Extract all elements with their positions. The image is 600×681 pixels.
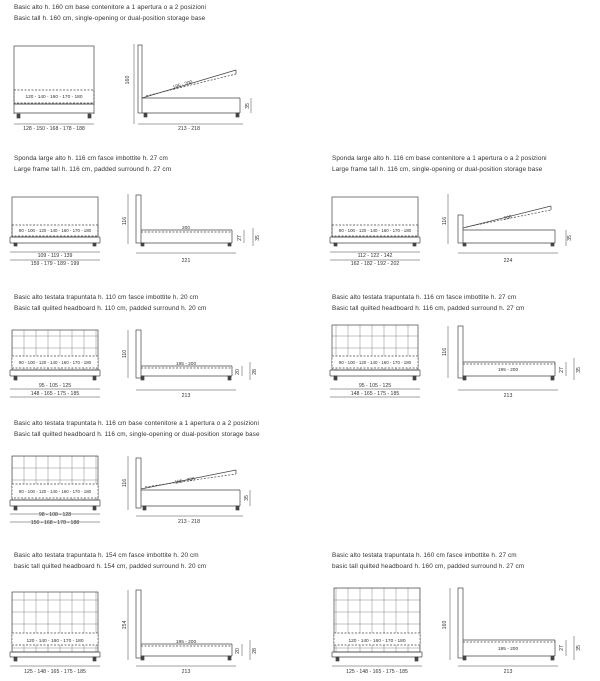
section-5-front-view: [330, 325, 420, 397]
section-3-front-view: [330, 197, 420, 267]
caption-english: basic tall quilted headboard h. 154 cm, padded surround h. 20 cm: [14, 563, 207, 570]
front-width-dims: 125 - 148 - 165 - 175 - 185: [24, 669, 86, 675]
side-inner-dims: 195 - 200: [497, 647, 519, 652]
side-length: 213 - 218: [178, 126, 200, 132]
side-height: 116: [122, 216, 128, 226]
caption-italian: Basic alto testata trapuntata h. 116 cm base contenitore a 1 apertura o a 2 posizioni: [14, 420, 259, 427]
front-width-dims-b: 162 - 182 - 192 - 202: [350, 261, 400, 267]
front-width-dims-b: 150 - 168 - 178 - 188: [30, 520, 80, 526]
section-7-side-view: [122, 590, 258, 675]
caption-english: basic tall quilted headboard h. 160 cm, padded surround h. 27 cm: [332, 563, 525, 570]
side-base-height: 35: [576, 645, 582, 651]
side-length: 213 - 218: [178, 519, 200, 525]
section-6-side-view: [122, 456, 250, 525]
caption-english: Basic tall quilted headboard h. 116 cm, padded surround h. 27 cm: [332, 305, 525, 312]
side-band-height: 27: [237, 235, 243, 241]
side-base-height: 35: [255, 235, 261, 241]
side-band-height: 27: [559, 367, 565, 373]
side-height: 116: [442, 347, 448, 357]
side-inner-dims: 195 - 200: [175, 362, 197, 367]
caption-english: Large frame tall h. 116 cm, padded surround h. 27 cm: [14, 166, 172, 173]
side-diag-dims: 200: [503, 215, 513, 222]
side-height: 116: [442, 216, 448, 226]
side-base-height: 35: [244, 495, 250, 501]
side-base-height: 35: [567, 235, 573, 241]
front-width-dims-a: 98 - 108 - 128: [38, 512, 72, 518]
caption-italian: Sponda large alto h. 116 cm base contenitore a 1 apertura o a 2 posizioni: [332, 155, 547, 162]
side-length: 213: [503, 669, 513, 675]
section-5-side-view: [442, 326, 582, 399]
front-inner-dims: 90 - 100 - 120 - 140 - 160 - 170 - 180: [338, 228, 412, 233]
side-band-height: 20: [235, 369, 241, 375]
section-8-front-view: [332, 588, 422, 675]
side-length: 213: [503, 393, 513, 399]
side-length: 224: [503, 258, 513, 264]
side-diag-dims: 195 - 200: [172, 80, 194, 91]
caption-italian: Sponda large alto h. 116 cm fasce imbottite h. 27 cm: [14, 155, 168, 162]
caption-english: Basic tall quilted headboard h. 110 cm, padded surround h. 20 cm: [14, 305, 207, 312]
front-inner-dims: 120 - 140 - 160 - 170 - 180: [26, 639, 84, 644]
section-1-front-view: [14, 46, 94, 132]
front-width-dims: 125 - 148 - 165 - 175 - 185: [346, 669, 408, 675]
side-length: 213: [181, 393, 191, 399]
front-width-dims: 128 - 150 - 168 - 178 - 188: [23, 126, 85, 132]
front-width-dims-a: 112 - 122 - 142: [357, 253, 393, 259]
section-2-side-view: [122, 194, 261, 264]
caption-english: Basic tall h. 160 cm, single-opening or dual-position storage base: [14, 15, 206, 22]
section-1-side-view: [125, 44, 251, 132]
section-3-side-view: [442, 194, 573, 264]
side-base-height: 28: [252, 648, 258, 654]
caption-italian: Basic alto testata trapuntata h. 154 cm fasce imbottite h. 20 cm: [14, 552, 199, 559]
front-width-dims-b: 159 - 179 - 189 - 199: [30, 261, 80, 267]
caption-italian: Basic alto testata trapuntata h. 110 cm fasce imbottite h. 20 cm: [14, 294, 199, 301]
front-inner-dims: 90 - 100 - 120 - 140 - 160 - 170 - 180: [18, 228, 92, 233]
front-inner-dims: 90 - 100 - 120 - 140 - 160 - 170 - 180: [18, 360, 92, 365]
side-inner-dims: 195 - 200: [175, 640, 197, 645]
side-height: 154: [122, 620, 128, 630]
caption-italian: Basic alto testata trapuntata h. 160 cm fasce imbottite h. 27 cm: [332, 552, 517, 559]
front-width-dims-b: 148 - 165 - 175 - 185: [30, 391, 80, 397]
side-height: 160: [442, 620, 448, 630]
caption-english: Basic tall quilted headboard h. 116 cm, single-opening or dual-position storage base: [14, 431, 260, 438]
section-4-front-view: [10, 330, 100, 397]
side-band-height: 27: [559, 645, 565, 651]
caption-english: Large frame tall h. 116 cm, single-opening or dual-position storage base: [332, 166, 543, 173]
front-width-dims-a: 109 - 119 - 139: [37, 253, 73, 259]
front-width-dims-a: 95 - 105 - 125: [358, 383, 392, 389]
side-length: 221: [181, 258, 191, 264]
front-inner-dims: 120 - 140 - 160 - 170 - 180: [348, 639, 406, 644]
side-height: 160: [125, 75, 131, 85]
section-8-side-view: [442, 588, 582, 675]
side-base-height: 28: [252, 369, 258, 375]
section-4-side-view: [122, 330, 258, 399]
side-inner-dims: 195 - 200: [497, 368, 519, 373]
section-7-front-view: [10, 592, 100, 675]
side-base-height: 35: [576, 367, 582, 373]
front-width-dims-b: 148 - 165 - 175 - 185: [350, 391, 400, 397]
side-height: 116: [122, 478, 128, 488]
front-inner-dims: 90 - 100 - 120 - 140 - 160 - 170 - 180: [18, 489, 92, 494]
side-inner-dims: 200: [181, 226, 191, 231]
side-diag-dims: 195 - 200: [174, 477, 196, 486]
front-width-dims-a: 95 - 105 - 125: [38, 383, 72, 389]
front-inner-dims: 120 - 140 - 160 - 170 - 180: [25, 95, 83, 100]
side-base-height: 35: [245, 103, 251, 109]
side-height: 110: [122, 349, 128, 359]
side-band-height: 20: [235, 648, 241, 654]
caption-italian: Basic alto h. 160 cm base contenitore a 1 apertura o a 2 posizioni: [14, 4, 207, 11]
section-6-front-view: [10, 456, 100, 526]
caption-italian: Basic alto testata trapuntata h. 116 cm fasce imbottite h. 27 cm: [332, 294, 517, 301]
front-inner-dims: 90 - 100 - 120 - 140 - 160 - 170 - 180: [338, 360, 412, 365]
side-length: 213: [181, 669, 191, 675]
section-2-front-view: [10, 197, 100, 267]
